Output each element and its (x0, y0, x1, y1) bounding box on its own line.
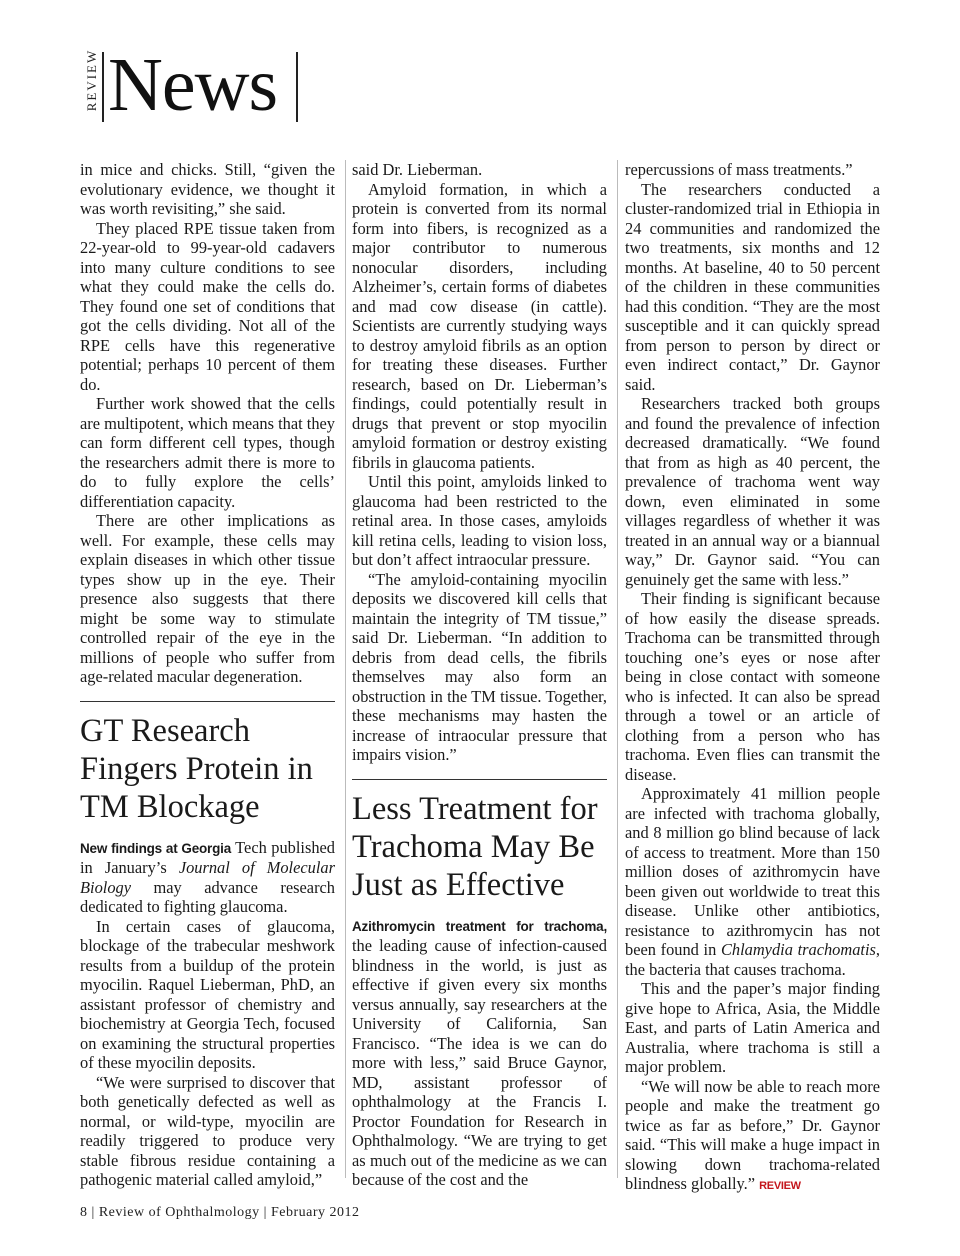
paragraph: “We were surprised to discover that both genetically defected as well as normal, or wild-type, myocilin are readily triggered to produce very stable fibrous residue containing a pathogenic material called amyloid,” (80, 1072, 335, 1189)
article-headline-gt-research: GT Research Fingers Protein in TM Blockage (80, 712, 313, 825)
masthead-review-label: REVIEW (84, 48, 99, 112)
paragraph: Approximately 41 million people are infected with trachoma globally, and 8 million go blind because of lack of access to treatment. More than 150 million doses of azithromycin have been given out worldwide to treat this disease. Unlike other antibiotics, resistance to azithromycin has not been found in Chlamydia trachomatis, the bacteria that causes trachoma. (625, 784, 880, 979)
page-footer (80, 1205, 359, 1221)
paragraph: This and the paper’s major finding give hope to Africa, Asia, the Middle East, and parts of Latin America and Australia, where trachoma is still a major problem. (625, 979, 880, 1076)
masthead-title: News (108, 43, 278, 127)
paragraph: Further work showed that the cells are multipotent, which means that they can form different cell types, though the researchers admit there is more to do to fully explore the cells’ differentiation capacity. (80, 394, 335, 511)
paragraph: Until this point, amyloids linked to glaucoma had been restricted to the retinal area. In those cases, amyloids kill retina cells, leading to vision loss, but don’t affect intraocular pressure. (352, 472, 607, 569)
footer-separator: | (91, 1205, 95, 1220)
paragraph: In certain cases of glaucoma, blockage of the trabecular meshwork results from a buildup of the protein myocilin. Raquel Lieberman, PhD, an assistant professor of chemistry and biochemistry at Georgia Tech, focused on examining the structural properties of these myocilin deposits. (80, 916, 335, 1072)
paragraph: repercussions of mass treatments.” (625, 160, 853, 179)
species-name: Chlamydia trachomatis (720, 940, 876, 959)
paragraph: There are other implications as well. For example, these cells may explain diseases in which other tissue types show up in the eye. Their presence also suggests that there might be some way to stimulate controlled repair of the eye in the millions of people who suffer from age-related macular degeneration. (80, 511, 335, 686)
column-divider (345, 160, 346, 1178)
column-1 (80, 160, 335, 1190)
paragraph: “The amyloid-containing myocilin deposits we discovered kill cells that maintain the integrity of TM tissue,” said Dr. Lieberman. “In addition to debris from dead cells, the fibrils themselves may also form an obstruction in the TM tissue. Together, these mechanisms may hasten the increase of intraocular pressure that impairs vision.” (352, 569, 607, 764)
paragraph: New findings at Georgia Tech published in January’s Journal of Molecular Biology may advance research dedicated to fighting glaucoma. (80, 837, 335, 916)
paragraph: The researchers conducted a cluster-randomized trial in Ethiopia in 24 communities and randomized the two treatments, six months and 12 months. At baseline, 40 to 50 percent of the children in these communities had this condition. “They are the most susceptible and it can quickly spread from person to person by direct or even indirect contact,” Dr. Gaynor said. (625, 179, 880, 394)
masthead-divider-right (296, 52, 298, 122)
lead-in: Azithromycin treatment for trachoma, (352, 918, 607, 934)
section-rule (352, 779, 607, 780)
lead-in: New findings at Georgia (80, 840, 232, 856)
issue-date: February 2012 (270, 1205, 360, 1220)
paragraph: Azithromycin treatment for trachoma, the leading cause of infection-caused blindness in the world, is just as effective if given every six months versus annually, say researchers at the University of California, San Francisco. “The idea is we can do more with less,” said Bruce Gaynor, MD, assistant professor of ophthalmology at the Francis I. Proctor Foundation for Research in Ophthalmology. “We are trying to get as much out of the medicine as we can because of the cost and the (352, 918, 607, 1189)
footer-separator: | (263, 1205, 267, 1220)
page-number: 8 (80, 1205, 88, 1220)
masthead (80, 43, 340, 128)
paragraph: said Dr. Lieberman. (352, 160, 483, 179)
paragraph: in mice and chicks. Still, “given the evolutionary evidence, we thought it was worth revisiting,” she said. (80, 160, 335, 218)
review-end-tag: REVIEW (759, 1180, 801, 1192)
paragraph: Researchers tracked both groups and found the prevalence of infection decreased dramatically. “We found that from as high as 40 percent, the prevalence of trachoma went way down, even eliminated in some villages regardless of whether it was treated in an annual way or a biannual way,” Dr. Gaynor said. “You can genuinely get the same with less.” (625, 394, 880, 589)
section-rule (80, 701, 335, 702)
paragraph: “We will now be able to reach more people and make the treatment go twice as far as before,” Dr. Gaynor said. “This will make a huge impact in slowing down trachoma-related blindness globally.” REVIEW (625, 1076, 880, 1193)
paragraph: Amyloid formation, in which a protein is converted from its normal form into fibers, is recognized as a major contributor to numerous nonocular disorders, including Alzheimer’s, certain forms of diabetes and mad cow disease (in cattle). Scientists are currently studying ways to destroy amyloid fibrils as an option for treating these diseases. Further research, based on Dr. Lieberman’s findings, could potentially result in drugs that prevent or stop myocilin amyloid formation or destroy existing fibrils in glaucoma patients. (352, 179, 607, 472)
masthead-divider-left (102, 52, 104, 122)
column-divider (617, 160, 618, 1178)
journal-title: Journal of Molecular Biology (80, 858, 335, 897)
paragraph: Their finding is significant because of how easily the disease spreads. Trachoma can be transmitted through touching one’s eyes or nose after being in close contact with someone who is infected. It can also be spread through a towel or an article of clothing from a person who has trachoma. Even flies can transmit the disease. (625, 589, 880, 784)
column-2 (352, 160, 607, 1190)
article-headline-trachoma: Less Treatment for Trachoma May Be Just as Effective (352, 790, 598, 903)
paragraph: They placed RPE tissue taken from 22-year-old to 99-year-old cadavers into many culture conditions to see what they could make the cells do. They found one set of conditions that got the cells dividing. Not all of the RPE cells have this regenerative potential; perhaps 10 percent of them do. (80, 218, 335, 394)
column-3 (625, 160, 880, 1197)
publication-name: Review of Ophthalmology (98, 1205, 260, 1220)
